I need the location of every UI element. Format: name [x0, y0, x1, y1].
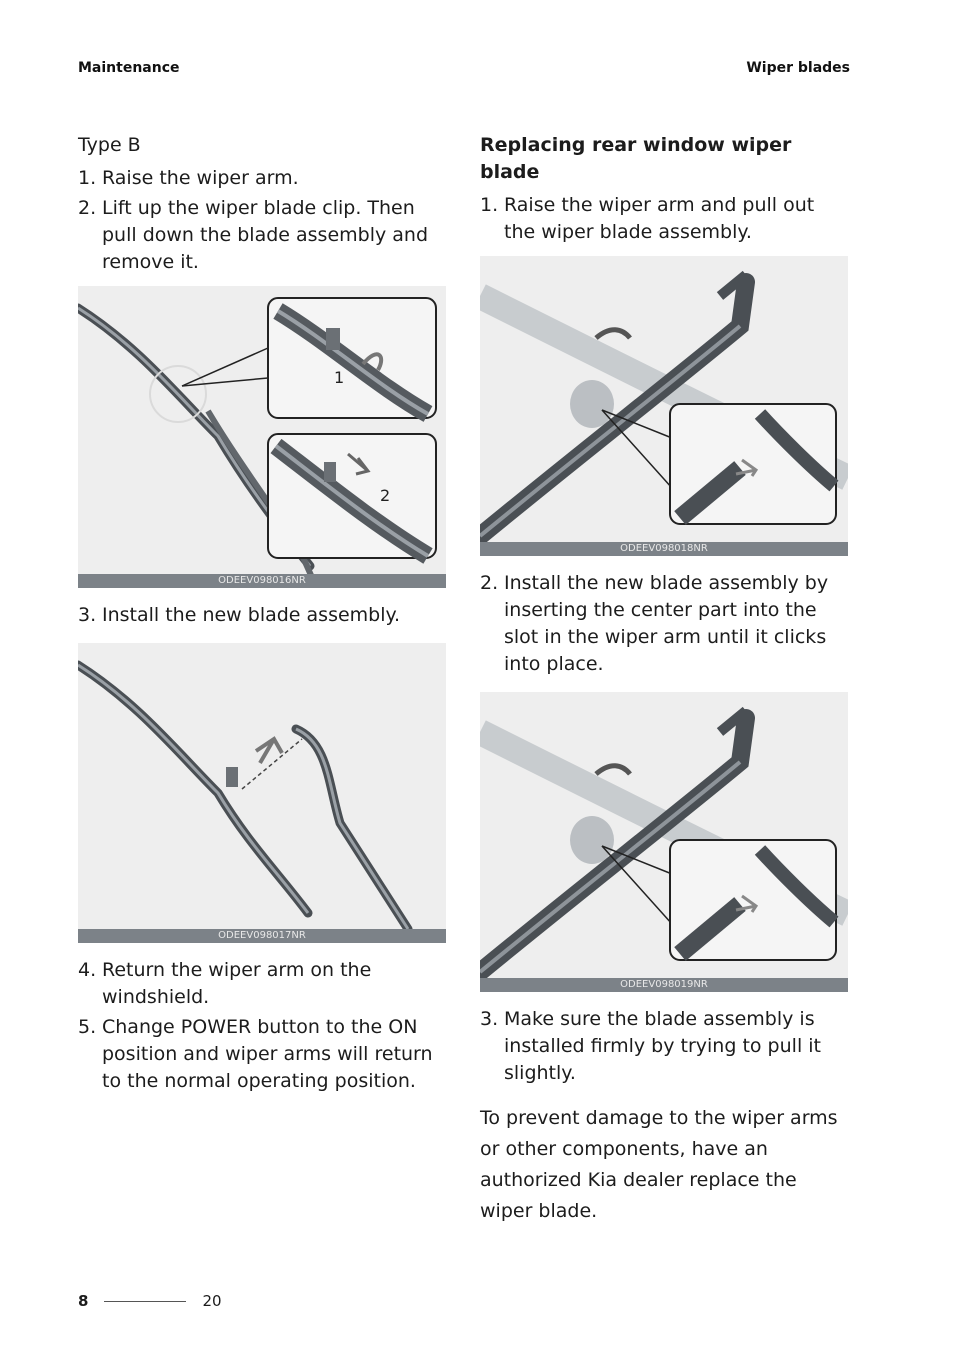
step-item: 1. Raise the wiper arm. [78, 167, 299, 189]
page-footer [78, 1292, 222, 1310]
callout-1: 1 [334, 368, 345, 387]
figure-rear-remove [480, 256, 848, 556]
rear-wiper-illustration [480, 692, 848, 992]
wiper-illustration [78, 643, 446, 943]
figure-install-blade [78, 643, 446, 943]
figure-caption: ODEEV098019NR [480, 978, 848, 992]
figure-remove-blade [78, 286, 446, 588]
chapter-number: 8 [78, 1292, 89, 1310]
subtitle: Type B [78, 134, 141, 156]
figure-rear-install [480, 692, 848, 992]
figure-caption: ODEEV098016NR [78, 574, 446, 588]
step-item: 2. Install the new blade assembly by inserting the center part into the slot in the wiper arm until it clicks into place. [480, 572, 829, 675]
wiper-illustration [78, 286, 446, 588]
figure-caption: ODEEV098017NR [78, 929, 446, 943]
footer-divider [104, 1301, 186, 1302]
header-section: Maintenance [78, 60, 180, 76]
step-item: 1. Raise the wiper arm and pull out the wiper blade assembly. [480, 194, 815, 243]
note-paragraph: To prevent damage to the wiper arms or other components, have an authorized Kia dealer replace the wiper blade. [480, 1107, 838, 1222]
section-heading: Replacing rear window wiper blade [480, 134, 792, 183]
step-item: 3. Make sure the blade assembly is installed firmly by trying to pull it slightly. [480, 1008, 821, 1084]
right-column [480, 132, 848, 1227]
rear-wiper-illustration [480, 256, 848, 556]
step-item: 2. Lift up the wiper blade clip. Then pull down the blade assembly and remove it. [78, 197, 429, 273]
page-number: 20 [202, 1292, 222, 1310]
step-item: 4. Return the wiper arm on the windshield. [78, 959, 372, 1008]
callout-2: 2 [380, 486, 391, 505]
step-item: 3. Install the new blade assembly. [78, 604, 401, 626]
header-topic: Wiper blades [746, 60, 850, 76]
left-column [78, 132, 446, 1098]
step-item: 5. Change POWER button to the ON position and wiper arms will return to the normal operating position. [78, 1016, 433, 1092]
figure-caption: ODEEV098018NR [480, 542, 848, 556]
